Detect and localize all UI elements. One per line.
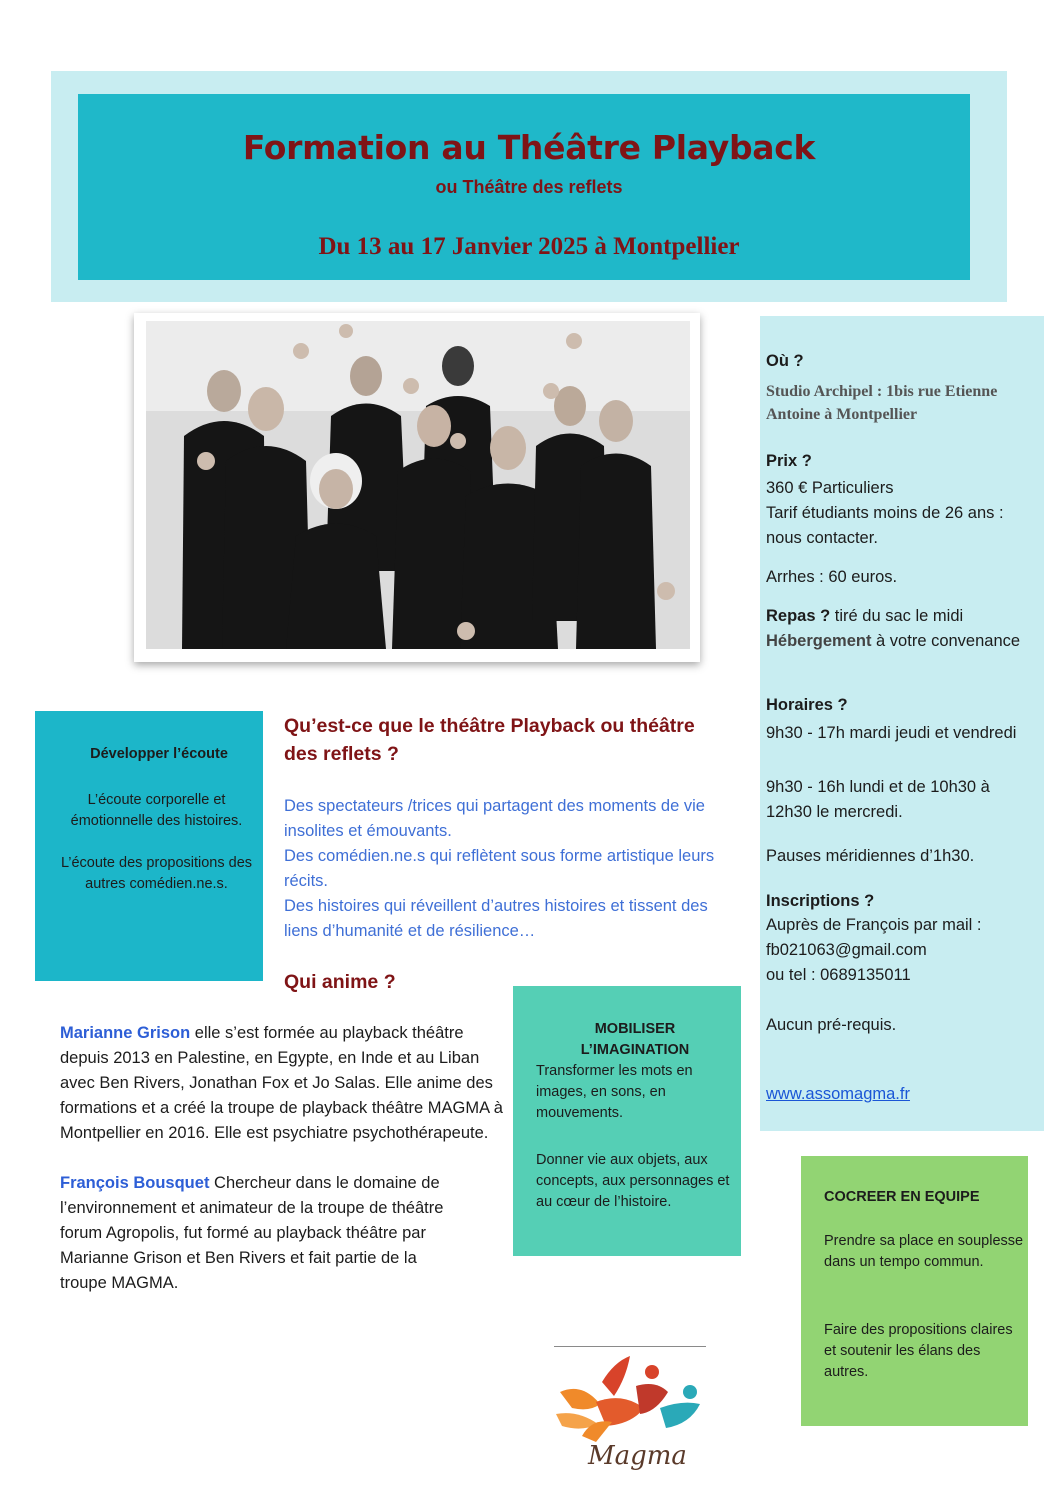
deposit: Arrhes : 60 euros.: [766, 568, 898, 586]
bio-name-marianne: Marianne Grison: [60, 1024, 191, 1042]
price-student: Tarif étudiants moins de 26 ans : nous contacter.: [766, 504, 1004, 547]
price-label: Prix ?: [766, 452, 812, 470]
website-link-wrap: [766, 1082, 1038, 1107]
cocreer-item-2: Faire des propositions claires et soutenir les élans des autres.: [824, 1322, 1013, 1380]
signup-label: Inscriptions ?: [766, 892, 875, 910]
meals-label: Repas ?: [766, 607, 831, 625]
page-title: Formation au Théâtre Playback: [242, 128, 816, 167]
logo-wordmark: Magma: [588, 1441, 687, 1471]
troupe-photo-illustration: [146, 321, 690, 649]
what-line-1: Des spectateurs /trices qui partagent des moments de vie insolites et émouvants.: [284, 797, 705, 840]
website-link[interactable]: www.assomagma.fr: [766, 1085, 910, 1103]
what-line-2: Des comédien.ne.s qui reflètent sous forme artistique leurs récits.: [284, 847, 715, 890]
hours-label: Horaires ?: [766, 696, 848, 714]
signup-line: Auprès de François par mail :: [766, 916, 982, 934]
imagination-item-2: Donner vie aux objets, aux concepts, aux personnages et au cœur de l’histoire.: [536, 1152, 730, 1210]
meals-value: tiré du sac le midi: [834, 607, 964, 625]
where-value: Studio Archipel : 1bis rue Etienne Antoine à Montpellier: [766, 383, 998, 423]
magma-logo: [552, 1352, 704, 1474]
breaks: Pauses méridiennes d’1h30.: [766, 847, 975, 865]
imagination-title: MOBILISER L’IMAGINATION: [580, 1021, 690, 1058]
lodging-value: à votre convenance: [876, 632, 1021, 650]
what-body: [284, 794, 734, 944]
lodging-label: Hébergement: [766, 632, 872, 650]
who-heading: Qui anime ?: [284, 971, 396, 993]
cocreer-item-1: Prendre sa place en souplesse dans un tempo commun.: [824, 1233, 1024, 1270]
ecoute-title: Développer l’écoute: [90, 746, 228, 762]
page-subtitle: ou Théâtre des reflets: [435, 177, 623, 197]
bio-text-francois: Chercheur dans le domaine de l’environnement et animateur de la troupe de théâtre forum Agropolis, fut formé au playback théâtre par Marianne Grison et Ben Rivers et fait partie de la troupe MAGMA.: [60, 1174, 444, 1292]
logo-divider: [554, 1346, 706, 1347]
cocreer-title: COCREER EN EQUIPE: [824, 1189, 980, 1205]
price-individual: 360 € Particuliers: [766, 479, 894, 497]
bio-text-marianne: elle s’est formée au playback théâtre depuis 2013 en Palestine, en Egypte, en Inde et au Liban avec Ben Rivers, Jonathan Fox et Jo Salas. Elle anime des formations et a créé la troupe de playback théâtre MAGMA à Montpellier en 2016. Elle est psychiatre psychothérapeute.: [60, 1024, 503, 1142]
where-label: Où ?: [766, 352, 804, 370]
imagination-item-1: Transformer les mots en images, en sons, en mouvements.: [536, 1063, 693, 1121]
hours-line2: 9h30 - 16h lundi et de 10h30 à 12h30 le mercredi.: [766, 778, 990, 821]
signup-phone: ou tel : 0689135011: [766, 966, 911, 984]
ecoute-item-2: L’écoute des propositions des autres comédien.ne.s.: [60, 855, 253, 892]
event-date: Du 13 au 17 Janvier 2025 à Montpellier: [318, 233, 740, 260]
bio-marianne: [60, 1021, 510, 1146]
troupe-photo: [146, 321, 690, 649]
what-heading: Qu’est-ce que le théâtre Playback ou théâtre des reflets ?: [284, 715, 695, 765]
what-line-3: Des histoires qui réveillent d’autres histoires et tissent des liens d’humanité et de résilience…: [284, 897, 708, 940]
bio-name-francois: François Bousquet: [60, 1174, 210, 1192]
prerequisites: Aucun pré-requis.: [766, 1016, 897, 1034]
hours-line1: 9h30 - 17h mardi jeudi et vendredi: [766, 724, 1017, 742]
bios: [60, 1021, 510, 1296]
meals-lodging: [766, 604, 1038, 654]
signup-email[interactable]: fb021063@gmail.com: [766, 941, 927, 959]
magma-logo-icon: [552, 1352, 704, 1474]
bio-francois: [60, 1171, 510, 1296]
ecoute-item-1: L’écoute corporelle et émotionnelle des histoires.: [70, 792, 243, 829]
